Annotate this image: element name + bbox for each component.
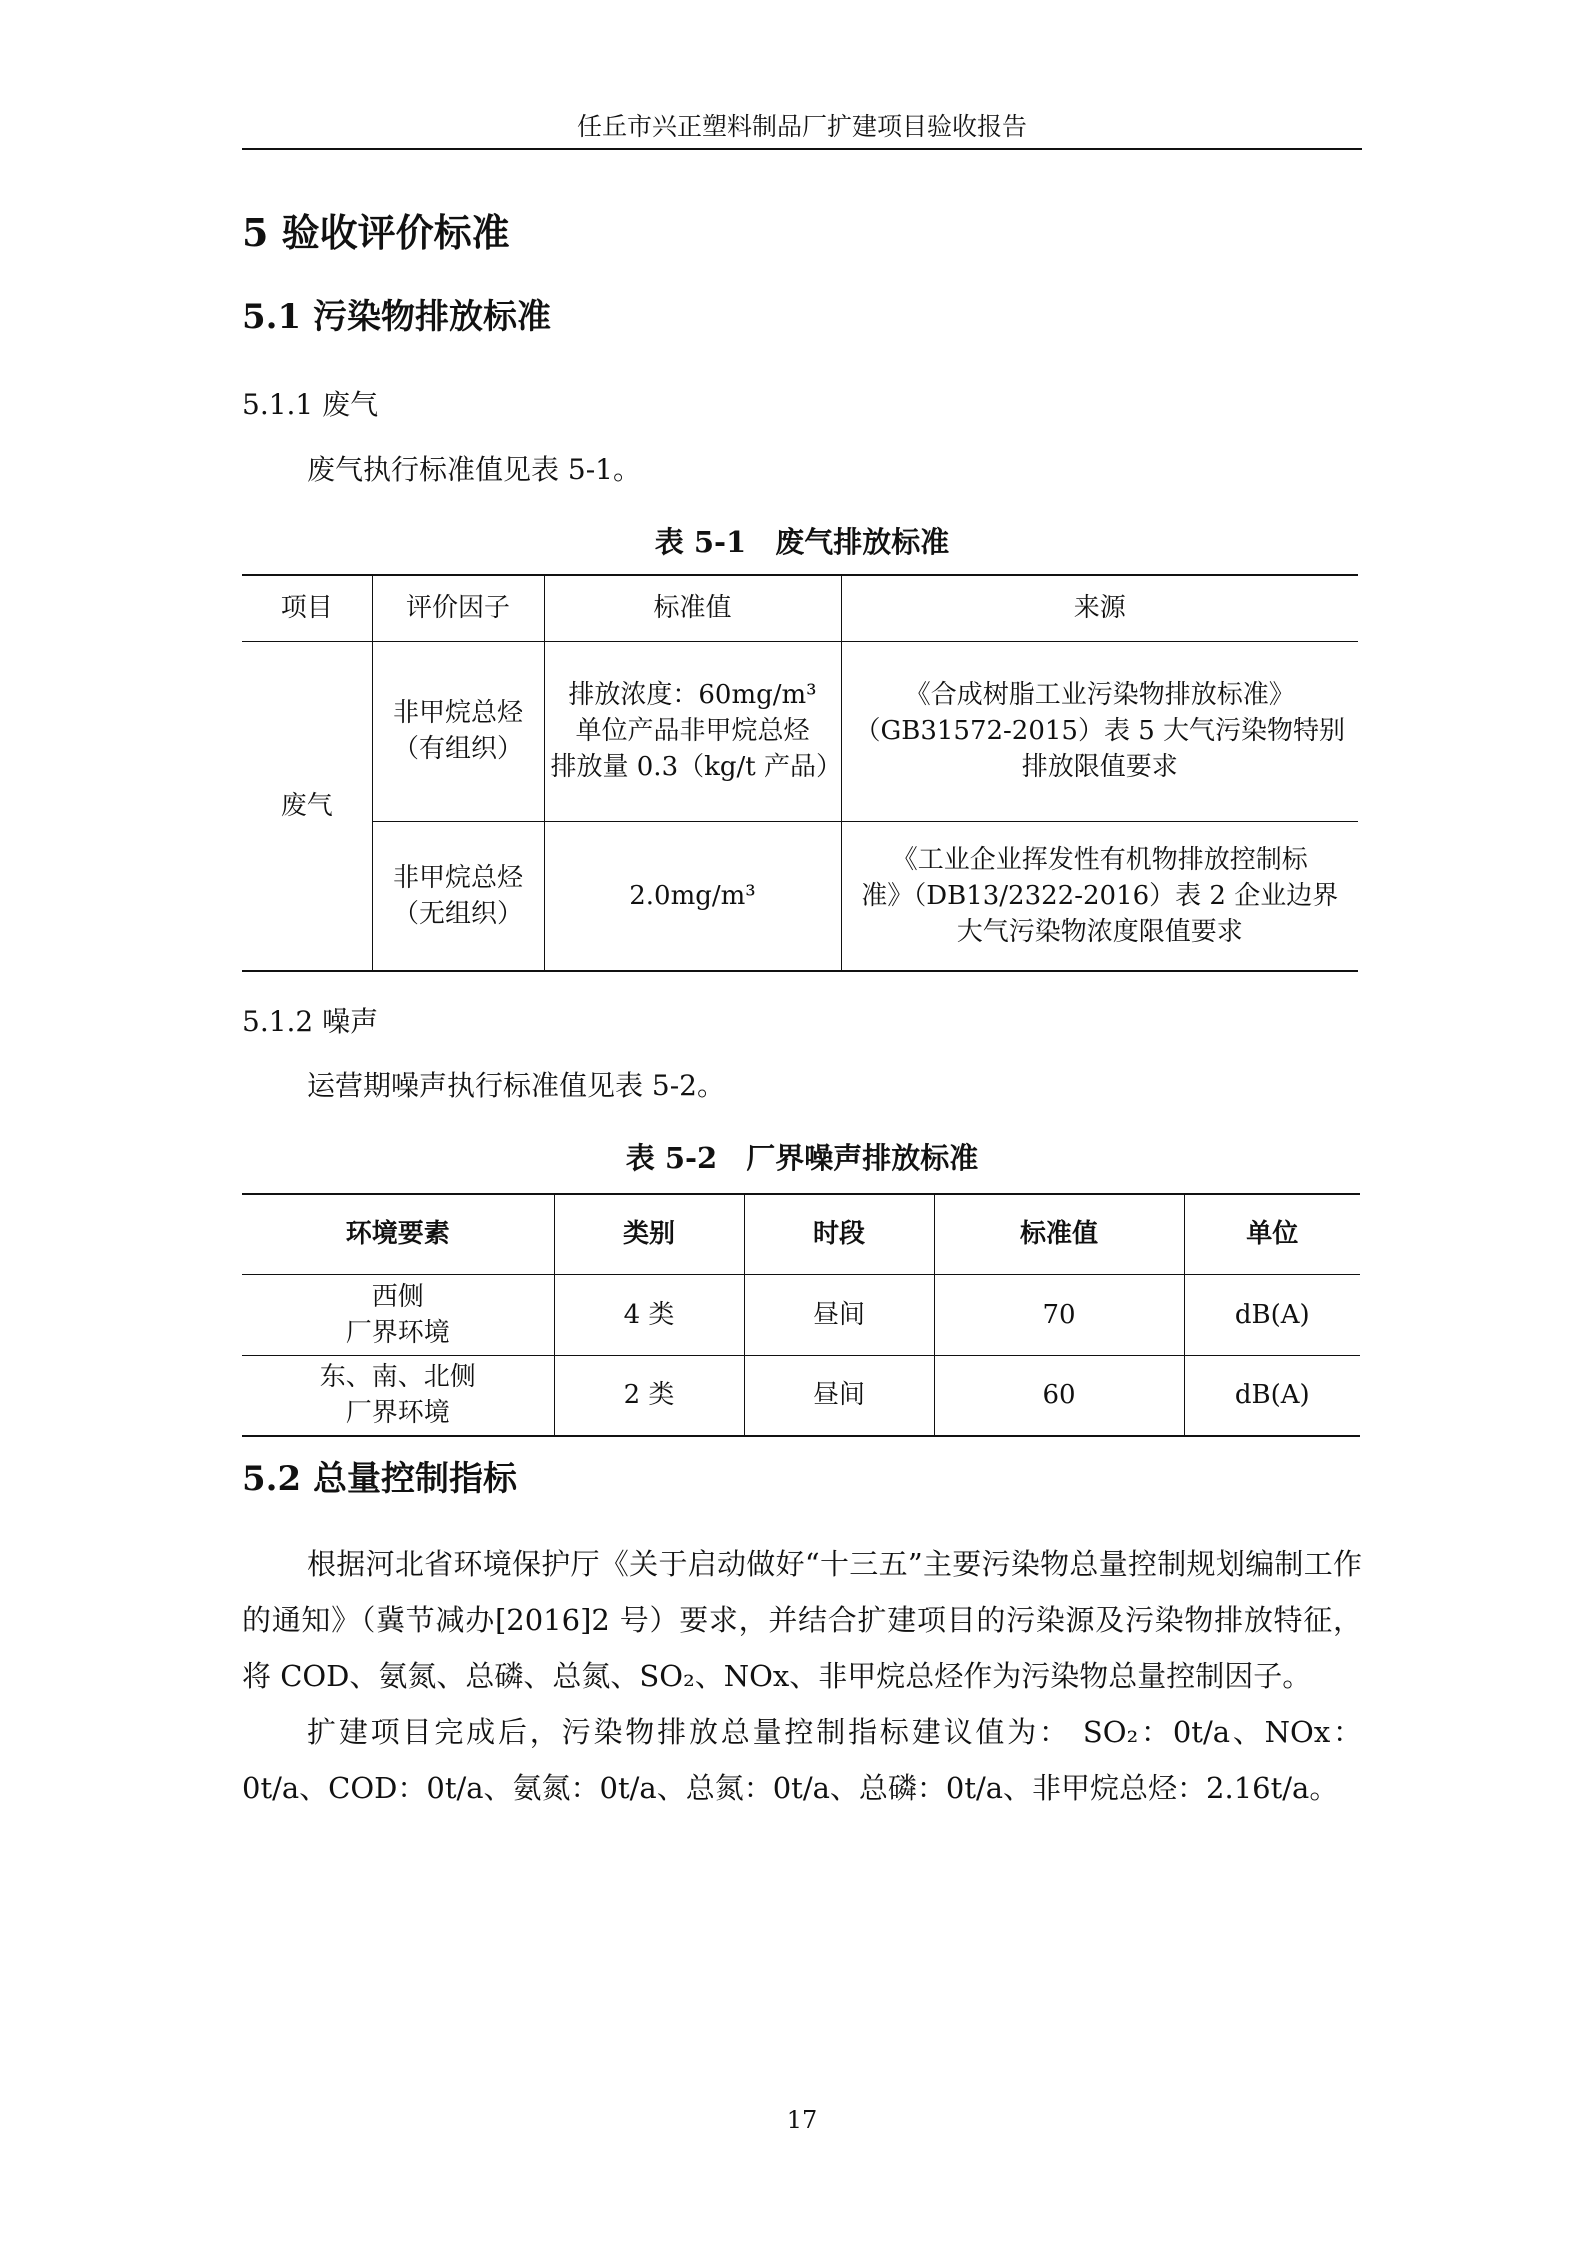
header-rule [242, 148, 1362, 150]
t1-header-value: 标准值 [544, 575, 841, 641]
section-5-2-body [242, 1536, 1362, 1816]
t2-period-cell: 昼间 [744, 1274, 934, 1355]
t1-source-cell: 《工业企业挥发性有机物排放控制标 准》（DB13/2322-2016）表 2 企业边界 大气污染物浓度限值要求 [841, 821, 1358, 971]
table-5-2-caption: 表 5-2 厂界噪声排放标准 [625, 1141, 979, 1175]
table-row [242, 641, 1358, 821]
t1-header-factor: 评价因子 [372, 575, 544, 641]
section-5-2-title: 5.2 总量控制指标 [242, 1459, 517, 1499]
page-number: 17 [786, 2106, 818, 2134]
table-5-2 [242, 1193, 1360, 1437]
t1-header-source: 来源 [841, 575, 1358, 641]
t2-element-cell: 西侧 厂界环境 [242, 1274, 554, 1355]
t2-element-cell: 东、南、北侧 厂界环境 [242, 1355, 554, 1436]
section-5-1-2-text: 运营期噪声执行标准值见表 5-2。 [307, 1069, 725, 1102]
table-5-1-caption: 表 5-1 废气排放标准 [654, 525, 950, 559]
t1-value-cell: 2.0mg/m³ [544, 821, 841, 971]
t2-category-cell: 4 类 [554, 1274, 744, 1355]
t1-header-item: 项目 [242, 575, 372, 641]
t2-header-category: 类别 [554, 1194, 744, 1274]
section-5-1-title: 5.1 污染物排放标准 [242, 297, 551, 337]
t1-factor-cell: 非甲烷总烃 （无组织） [372, 821, 544, 971]
table-5-1 [242, 574, 1358, 972]
section-5-1-1-title: 5.1.1 废气 [242, 388, 379, 421]
section-5-1-1-text: 废气执行标准值见表 5-1。 [307, 453, 641, 486]
t1-value-cell: 排放浓度：60mg/m³ 单位产品非甲烷总烃 排放量 0.3（kg/t 产品） [544, 641, 841, 821]
t2-unit-cell: dB(A) [1184, 1355, 1360, 1436]
table-row [242, 821, 1358, 971]
paragraph: 扩建项目完成后，污染物排放总量控制指标建议值为： SO₂：0t/a、NOx：0t/a、COD：0t/a、氨氮：0t/a、总氮：0t/a、总磷：0t/a、非甲烷总烃：2.16t/a。 [242, 1715, 1362, 1805]
t2-unit-cell: dB(A) [1184, 1274, 1360, 1355]
t2-period-cell: 昼间 [744, 1355, 934, 1436]
t2-header-period: 时段 [744, 1194, 934, 1274]
paragraph: 根据河北省环境保护厅《关于启动做好“十三五”主要污染物总量控制规划编制工作的通知》（冀节减办[2016]2 号）要求，并结合扩建项目的污染源及污染物排放特征，将 COD、氨氮、总磷、总氮、SO₂、NOx、非甲烷总烃作为污染物总量控制因子。 [242, 1547, 1362, 1693]
t1-item-cell: 废气 [242, 641, 372, 971]
t2-header-value: 标准值 [934, 1194, 1184, 1274]
t2-value-cell: 70 [934, 1274, 1184, 1355]
t1-source-cell: 《合成树脂工业污染物排放标准》 （GB31572-2015）表 5 大气污染物特别 排放限值要求 [841, 641, 1358, 821]
t1-factor-cell: 非甲烷总烃 （有组织） [372, 641, 544, 821]
t2-header-unit: 单位 [1184, 1194, 1360, 1274]
chapter-title: 5 验收评价标准 [242, 210, 510, 255]
table-row [242, 1355, 1360, 1436]
table-row [242, 1274, 1360, 1355]
t2-header-element: 环境要素 [242, 1194, 554, 1274]
running-header: 任丘市兴正塑料制品厂扩建项目验收报告 [576, 112, 1027, 141]
section-5-1-2-title: 5.1.2 噪声 [242, 1005, 379, 1038]
t2-category-cell: 2 类 [554, 1355, 744, 1436]
t2-value-cell: 60 [934, 1355, 1184, 1436]
